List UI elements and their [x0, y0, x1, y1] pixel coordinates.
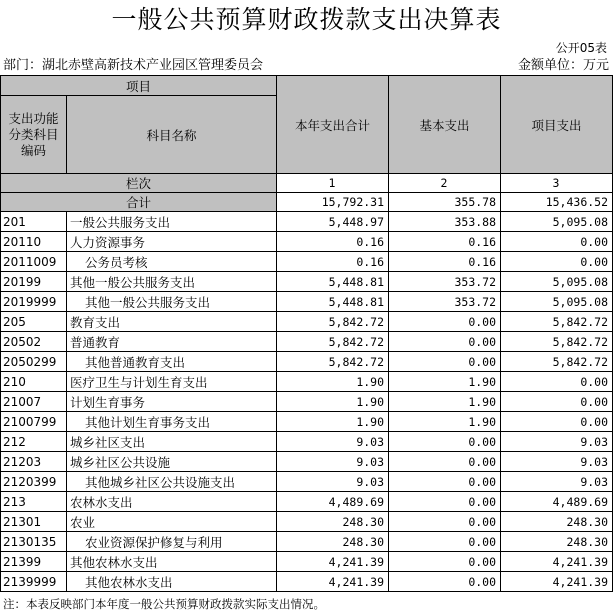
amount-basic: 0.00	[389, 572, 501, 592]
amount-total: 0.16	[277, 252, 389, 272]
amount-project: 4,489.69	[501, 492, 613, 512]
amount-total: 0.16	[277, 232, 389, 252]
table-row	[1, 232, 613, 252]
total-basic: 355.78	[389, 193, 501, 212]
row-index-row	[1, 174, 613, 193]
subject-name: 其他普通教育支出	[67, 352, 277, 372]
subject-code: 20199	[1, 272, 67, 292]
amount-project: 9.03	[501, 432, 613, 452]
amount-basic: 0.00	[389, 352, 501, 372]
table-row	[1, 452, 613, 472]
total-project: 15,436.52	[501, 193, 613, 212]
amount-basic: 353.88	[389, 212, 501, 232]
amount-total: 5,842.72	[277, 312, 389, 332]
amount-basic: 1.90	[389, 412, 501, 432]
header-basic-expenditure: 基本支出	[389, 76, 501, 174]
subject-name: 城乡社区支出	[67, 432, 277, 452]
amount-project: 0.00	[501, 412, 613, 432]
amount-project: 0.00	[501, 372, 613, 392]
subject-name: 农业	[67, 512, 277, 532]
subject-code: 2139999	[1, 572, 67, 592]
amount-total: 5,842.72	[277, 352, 389, 372]
amount-project: 5,842.72	[501, 352, 613, 372]
subject-code: 2050299	[1, 352, 67, 372]
subject-name: 城乡社区公共设施	[67, 452, 277, 472]
col-index-1: 1	[277, 174, 389, 193]
amount-total: 9.03	[277, 472, 389, 492]
table-row	[1, 292, 613, 312]
header-row-project	[1, 76, 613, 96]
subject-name: 人力资源事务	[67, 232, 277, 252]
table-row	[1, 552, 613, 572]
total-label: 合计	[1, 193, 277, 212]
form-number: 公开05表	[555, 41, 607, 55]
currency-unit-label: 金额单位：万元	[517, 58, 609, 73]
amount-total: 5,448.81	[277, 292, 389, 312]
amount-total: 9.03	[277, 452, 389, 472]
subject-name: 农业资源保护修复与利用	[67, 532, 277, 552]
amount-project: 4,241.39	[501, 552, 613, 572]
subject-name: 其他农林水支出	[67, 572, 277, 592]
total-row	[1, 193, 613, 212]
amount-project: 0.00	[501, 232, 613, 252]
amount-project: 9.03	[501, 472, 613, 492]
subject-code: 21301	[1, 512, 67, 532]
amount-project: 5,095.08	[501, 272, 613, 292]
amount-project: 0.00	[501, 252, 613, 272]
footnote: 注：本表反映部门本年度一般公共预算财政拨款实际支出情况。	[3, 597, 325, 611]
amount-total: 1.90	[277, 372, 389, 392]
table-row	[1, 392, 613, 412]
subject-name: 其他农林水支出	[67, 552, 277, 572]
subject-code: 2100799	[1, 412, 67, 432]
col-index-2: 2	[389, 174, 501, 193]
amount-project: 5,095.08	[501, 212, 613, 232]
amount-basic: 0.00	[389, 492, 501, 512]
amount-project: 248.30	[501, 512, 613, 532]
amount-basic: 0.16	[389, 232, 501, 252]
subject-name: 计划生育事务	[67, 392, 277, 412]
subject-code: 2130135	[1, 532, 67, 552]
subject-name: 公务员考核	[67, 252, 277, 272]
amount-basic: 0.16	[389, 252, 501, 272]
header-project: 项目	[1, 76, 277, 96]
table-row	[1, 252, 613, 272]
amount-basic: 1.90	[389, 392, 501, 412]
table-row	[1, 512, 613, 532]
amount-total: 1.90	[277, 412, 389, 432]
row-index-label: 栏次	[1, 174, 277, 193]
amount-basic: 0.00	[389, 432, 501, 452]
col-index-3: 3	[501, 174, 613, 193]
amount-project: 0.00	[501, 392, 613, 412]
amount-basic: 353.72	[389, 292, 501, 312]
amount-total: 4,241.39	[277, 552, 389, 572]
total-sum: 15,792.31	[277, 193, 389, 212]
subject-code: 212	[1, 432, 67, 452]
subject-name: 其他计划生育事务支出	[67, 412, 277, 432]
header-subject-name: 科目名称	[67, 96, 277, 174]
subject-code: 210	[1, 372, 67, 392]
subject-name: 农林水支出	[67, 492, 277, 512]
subject-code: 21007	[1, 392, 67, 412]
amount-project: 5,842.72	[501, 332, 613, 352]
amount-total: 248.30	[277, 532, 389, 552]
amount-basic: 0.00	[389, 552, 501, 572]
table-row	[1, 472, 613, 492]
subject-code: 20110	[1, 232, 67, 252]
subject-name: 医疗卫生与计划生育支出	[67, 372, 277, 392]
subject-code: 213	[1, 492, 67, 512]
table-row	[1, 412, 613, 432]
table-row	[1, 352, 613, 372]
subject-name: 教育支出	[67, 312, 277, 332]
subject-code: 2019999	[1, 292, 67, 312]
amount-basic: 0.00	[389, 332, 501, 352]
table-row	[1, 572, 613, 592]
amount-basic: 353.72	[389, 272, 501, 292]
subject-name: 一般公共服务支出	[67, 212, 277, 232]
department-label: 部门：湖北赤壁高新技术产业园区管理委员会	[3, 58, 264, 73]
amount-total: 1.90	[277, 392, 389, 412]
subject-code: 201	[1, 212, 67, 232]
amount-total: 248.30	[277, 512, 389, 532]
amount-total: 4,489.69	[277, 492, 389, 512]
amount-basic: 0.00	[389, 452, 501, 472]
table-row	[1, 212, 613, 232]
expenditure-table	[0, 75, 613, 592]
amount-project: 4,241.39	[501, 572, 613, 592]
amount-total: 9.03	[277, 432, 389, 452]
table-row	[1, 372, 613, 392]
table-row	[1, 432, 613, 452]
table-row	[1, 332, 613, 352]
header-project-expenditure: 项目支出	[501, 76, 613, 174]
subject-name: 普通教育	[67, 332, 277, 352]
amount-basic: 1.90	[389, 372, 501, 392]
amount-basic: 0.00	[389, 512, 501, 532]
amount-project: 5,842.72	[501, 312, 613, 332]
subject-name: 其他城乡社区公共设施支出	[67, 472, 277, 492]
amount-total: 5,448.81	[277, 272, 389, 292]
subject-code: 21203	[1, 452, 67, 472]
amount-project: 248.30	[501, 532, 613, 552]
amount-total: 4,241.39	[277, 572, 389, 592]
table-row	[1, 272, 613, 292]
table-row	[1, 312, 613, 332]
amount-basic: 0.00	[389, 312, 501, 332]
subject-code: 20502	[1, 332, 67, 352]
subject-code: 21399	[1, 552, 67, 572]
amount-project: 5,095.08	[501, 292, 613, 312]
subject-name: 其他一般公共服务支出	[67, 272, 277, 292]
header-total-expenditure: 本年支出合计	[277, 76, 389, 174]
table-row	[1, 492, 613, 512]
amount-basic: 0.00	[389, 532, 501, 552]
amount-project: 9.03	[501, 452, 613, 472]
amount-basic: 0.00	[389, 472, 501, 492]
table-row	[1, 532, 613, 552]
header-function-code: 支出功能分类科目编码	[1, 96, 67, 174]
subject-code: 2120399	[1, 472, 67, 492]
subject-code: 2011009	[1, 252, 67, 272]
subject-name: 其他一般公共服务支出	[67, 292, 277, 312]
subject-code: 205	[1, 312, 67, 332]
amount-total: 5,842.72	[277, 332, 389, 352]
amount-total: 5,448.97	[277, 212, 389, 232]
report-title: 一般公共预算财政拨款支出决算表	[111, 5, 502, 34]
